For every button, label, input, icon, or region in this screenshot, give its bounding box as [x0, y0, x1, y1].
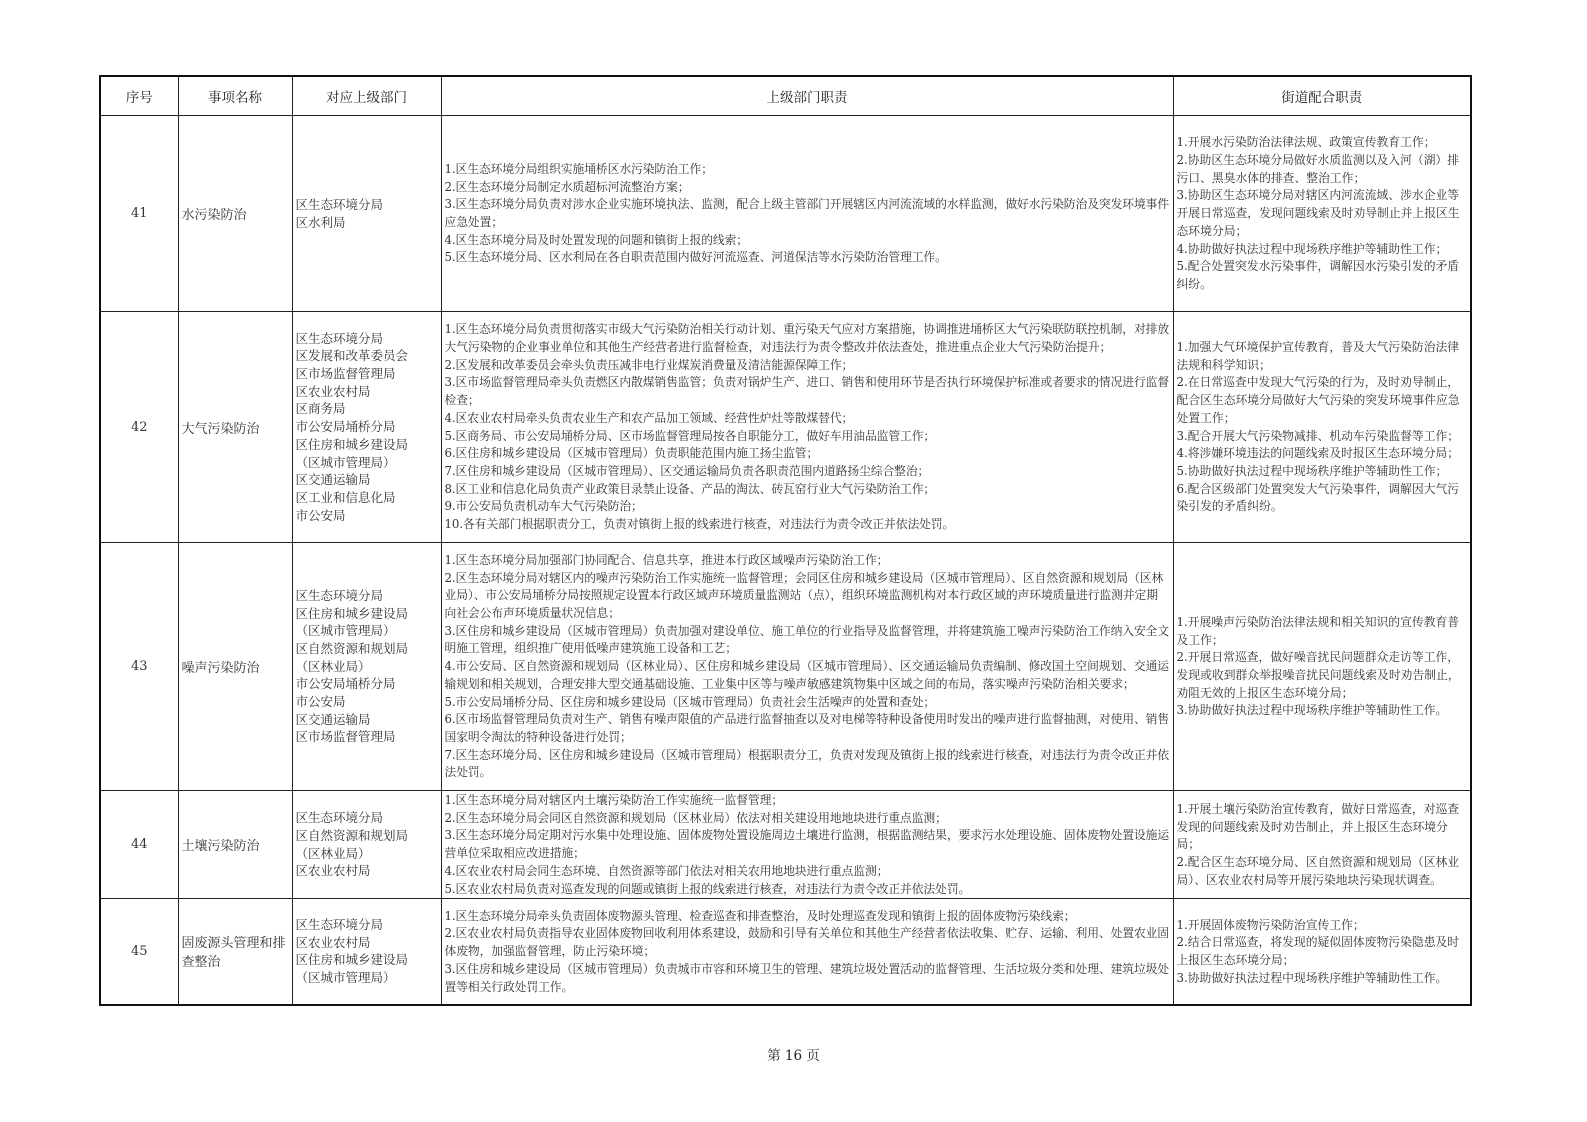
street-duties	[1173, 791, 1471, 899]
street-duty-item: 2.结合日常巡查，将发现的疑似固体废物污染隐患及时上报区生态环境分局；	[1176, 935, 1460, 967]
department-item: 区生态环境分局	[295, 587, 384, 603]
department-item: 区自然资源和规划局	[295, 640, 409, 656]
street-duty-item: 2.在日常巡查中发现大气污染的行为，及时劝导制止，配合区生态环境分局做好大气污染的突发环境事件应急处置工作；	[1176, 375, 1460, 425]
duty-item: 5.市公安局埇桥分局、区住房和城乡建设局（区城市管理局）负责社会生活噪声的处置和查处；	[444, 694, 936, 709]
department-item: 市公安局埇桥分局	[295, 676, 396, 692]
street-duty-item: 3.协助区生态环境分局对辖区内河流流域、涉水企业等开展日常巡查，发现问题线索及时劝导制止并上报区生态环境分局；	[1176, 188, 1460, 238]
department-list	[292, 791, 441, 899]
department-item: 市公安局	[295, 507, 346, 523]
duty-item: 1.区生态环境分局负责贯彻落实市级大气污染防治相关行动计划、重污染天气应对方案措施，协调推进埇桥区大气污染联防联控机制，对排放大气污染物的企业事业单位和其他生产经营者进行监督检查，对违法行为责令整改并依法查处，推进重点企业大气污染防治提升；	[444, 322, 1170, 354]
department-item: 区发展和改革委员会	[295, 348, 409, 364]
street-duties	[1173, 116, 1471, 312]
department-list	[292, 899, 441, 1005]
department-item: （区林业局）	[295, 658, 371, 674]
header-name: 事项名称	[178, 76, 292, 116]
duty-item: 10.各有关部门根据职责分工，负责对镇街上报的线索进行核查，对违法行为责令改正并依法处罚。	[444, 517, 955, 532]
duty-item: 4.市公安局、区自然资源和规划局（区林业局）、区住房和城乡建设局（区城市管理局）、区交通运输局负责编制、修改国土空间规划、交通运输规划和相关规划，合理安排大型交通基础设施、工业集中区等与噪声敏感建筑物集中区域之间的布局，落实噪声污染防治相关要求；	[444, 659, 1169, 691]
duty-item: 2.区生态环境分局会同区自然资源和规划局（区林业局）依法对相关建设用地地块进行重点监测；	[444, 810, 947, 825]
row-number: 42	[100, 312, 178, 543]
duty-item: 1.区生态环境分局加强部门协同配合、信息共享，推进本行政区域噪声污染防治工作；	[444, 552, 889, 567]
duty-item: 3.区生态环境分局负责对涉水企业实施环境执法、监测，配合上级主管部门开展辖区内河流流域的水样监测，做好水污染防治及突发环境事件应急处置；	[444, 197, 1170, 229]
department-item: 区住房和城乡建设局	[295, 605, 409, 621]
department-item: （区林业局）	[295, 845, 371, 861]
item-name: 水污染防治	[178, 116, 292, 312]
superior-duties	[441, 312, 1173, 543]
department-item: 区工业和信息化局	[295, 489, 396, 505]
superior-duties	[441, 899, 1173, 1005]
table-row	[100, 116, 1471, 312]
duty-item: 4.区农业农村局牵头负责农业生产和农产品加工领域、经营性炉灶等散煤替代；	[444, 410, 854, 425]
row-number: 43	[100, 543, 178, 791]
department-item: 区生态环境分局	[295, 917, 384, 933]
street-duties	[1173, 543, 1471, 791]
department-item: 区水利局	[295, 214, 346, 230]
duty-item: 9.市公安局负责机动车大气污染防治；	[444, 499, 643, 514]
duty-table	[99, 75, 1472, 1006]
department-item: 区住房和城乡建设局	[295, 952, 409, 968]
duty-item: 5.区商务局、市公安局埇桥分局、区市场监督管理局按各自职能分工，做好车用油品监管工作；	[444, 428, 936, 443]
street-duty-item: 1.开展土壤污染防治宣传教育，做好日常巡查，对巡查发现的问题线索及时劝告制止，并上报区生态环境分局；	[1176, 801, 1460, 852]
duty-item: 1.区生态环境分局牵头负责固体废物源头管理、检查巡查和排查整治，及时处理巡查发现和镇街上报的固体废物污染线索；	[444, 908, 1076, 923]
duty-item: 4.区农业农村局会同生态环境、自然资源等部门依法对相关农用地地块进行重点监测；	[444, 863, 889, 878]
header-no: 序号	[100, 76, 178, 116]
superior-duties	[441, 116, 1173, 312]
street-duty-item: 2.配合区生态环境分局、区自然资源和规划局（区林业局）、区农业农村局等开展污染地块污染现状调查。	[1176, 854, 1460, 887]
item-name: 固废源头管理和排查整治	[178, 899, 292, 1005]
duty-item: 2.区农业农村局负责指导农业固体废物回收利用体系建设，鼓励和引导有关单位和其他生产经营者依法收集、贮存、运输、利用、处置农业固体废物，加强监督管理，防止污染环境；	[444, 926, 1170, 959]
superior-duties	[441, 791, 1173, 899]
department-list	[292, 312, 441, 543]
department-item: 区农业农村局	[295, 863, 371, 879]
header-dept: 对应上级部门	[292, 76, 441, 116]
department-item: 区生态环境分局	[295, 330, 384, 346]
table-row	[100, 312, 1471, 543]
department-item: 区自然资源和规划局	[295, 827, 409, 843]
table-row	[100, 543, 1471, 791]
header-duty: 上级部门职责	[441, 76, 1173, 116]
duty-item: 6.区市场监督管理局负责对生产、销售有噪声限值的产品进行监督抽查以及对电梯等特种设备使用时发出的噪声进行监督抽测，对使用、销售国家明令淘汰的特种设备进行处罚；	[444, 712, 1170, 744]
table-row	[100, 791, 1471, 899]
department-item: 区农业农村局	[295, 383, 371, 399]
department-list	[292, 543, 441, 791]
item-name: 大气污染防治	[178, 312, 292, 543]
duty-item: 1.区生态环境分局对辖区内土壤污染防治工作实施统一监督管理；	[444, 793, 784, 807]
department-item: 市公安局埇桥分局	[295, 419, 396, 435]
department-item: 市公安局	[295, 694, 346, 710]
duty-item: 7.区住房和城乡建设局（区城市管理局）、区交通运输局负责各职责范围内道路扬尘综合整治；	[444, 463, 930, 478]
department-item: 区交通运输局	[295, 472, 371, 488]
duty-item: 3.区住房和城乡建设局（区城市管理局）负责城市市容和环境卫生的管理、建筑垃圾处置活动的监督管理、生活垃圾分类和处理、建筑垃圾处置等相关行政处罚工作。	[444, 961, 1170, 994]
row-number: 45	[100, 899, 178, 1005]
table-row	[100, 899, 1471, 1005]
item-name: 土壤污染防治	[178, 791, 292, 899]
department-item: 区生态环境分局	[295, 196, 384, 212]
street-duty-item: 3.配合开展大气污染物减排、机动车污染监督等工作；	[1176, 428, 1460, 443]
duty-item: 7.区生态环境分局、区住房和城乡建设局（区城市管理局）根据职责分工，负责对发现及镇街上报的线索进行核查，对违法行为责令改正并依法处罚。	[444, 747, 1170, 780]
duty-item: 3.区住房和城乡建设局（区城市管理局）负责加强对建设单位、施工单位的行业指导及监督管理，并将建筑施工噪声污染防治工作纳入安全文明施工管理，组织推广使用低噪声建筑施工设备和工艺；	[444, 623, 1170, 656]
street-duty-item: 2.协助区生态环境分局做好水质监测以及入河（湖）排污口、黑臭水体的排查、整治工作；	[1176, 153, 1460, 185]
department-item: 区住房和城乡建设局	[295, 436, 409, 452]
header-street: 街道配合职责	[1173, 76, 1471, 116]
item-name: 噪声污染防治	[178, 543, 292, 791]
street-duty-item: 4.协助做好执法过程中现场秩序维护等辅助性工作；	[1176, 241, 1448, 256]
row-number: 44	[100, 791, 178, 899]
table-body	[100, 116, 1471, 1005]
street-duty-item: 5.配合处置突发水污染事件，调解因水污染引发的矛盾纠纷。	[1176, 259, 1460, 291]
department-item: （区城市管理局）	[295, 454, 396, 470]
street-duty-item: 2.开展日常巡查，做好噪音扰民问题群众走访等工作，发现或收到群众举报噪音扰民问题线索及时劝告制止，劝阻无效的上报区生态环境分局；	[1176, 650, 1460, 700]
street-duty-item: 1.开展水污染防治法律法规、政策宣传教育工作；	[1176, 135, 1436, 150]
table-header-row	[100, 76, 1471, 116]
duty-item: 1.区生态环境分局组织实施埇桥区水污染防治工作；	[444, 161, 713, 176]
superior-duties	[441, 543, 1173, 791]
duty-item: 3.区市场监督管理局牵头负责燃区内散煤销售监管；负责对锅炉生产、进口、销售和使用环节是否执行环境保护标准或者要求的情况进行监督检查；	[444, 375, 1170, 408]
department-item: 区交通运输局	[295, 711, 371, 727]
street-duty-item: 3.协助做好执法过程中现场秩序维护等辅助性工作。	[1176, 970, 1448, 985]
department-item: 区市场监督管理局	[295, 366, 396, 382]
department-item: 区市场监督管理局	[295, 729, 396, 745]
department-item: （区城市管理局）	[295, 970, 396, 986]
street-duty-item: 3.协助做好执法过程中现场秩序维护等辅助性工作。	[1176, 703, 1448, 718]
street-duty-item: 1.加强大气环境保护宣传教育，普及大气污染防治法律法规和科学知识；	[1176, 339, 1460, 372]
street-duty-item: 6.配合区级部门处置突发大气污染事件，调解因大气污染引发的矛盾纠纷。	[1176, 481, 1460, 514]
duty-item: 8.区工业和信息化局负责产业政策目录禁止设备、产品的淘汰、砖瓦窑行业大气污染防治工作；	[444, 481, 936, 496]
street-duties	[1173, 899, 1471, 1005]
row-number: 41	[100, 116, 178, 312]
street-duty-item: 1.开展固体废物污染防治宣传工作；	[1176, 917, 1365, 932]
department-list	[292, 116, 441, 312]
street-duty-item: 5.协助做好执法过程中现场秩序维护等辅助性工作；	[1176, 463, 1448, 478]
duty-item: 3.区生态环境分局定期对污水集中处理设施、固体废物处置设施周边土壤进行监测，根据监测结果，要求污水处理设施、固体废物处置设施运营单位采取相应改进措施；	[444, 828, 1170, 861]
street-duty-item: 1.开展噪声污染防治法律法规和相关知识的宣传教育普及工作；	[1176, 614, 1460, 647]
department-item: （区城市管理局）	[295, 623, 396, 639]
duty-item: 5.区农业农村局负责对巡查发现的问题或镇街上报的线索进行核查，对违法行为责令改正并依法处罚。	[444, 881, 971, 896]
department-item: 区商务局	[295, 401, 346, 417]
duty-item: 5.区生态环境分局、区水利局在各自职责范围内做好河流巡查、河道保洁等水污染防治管理工作。	[444, 250, 947, 265]
duty-item: 2.区生态环境分局对辖区内的噪声污染防治工作实施统一监督管理；会同区住房和城乡建设局（区城市管理局）、区自然资源和规划局（区林业局）、市公安局埇桥分局按照规定设置本行政区域声环境质量监测站（点），组织环境监测机构对本行政区域的声环境质量进行监测并定期向社会公布声环境质量状况信息；	[444, 570, 1164, 621]
duty-item: 6.区住房和城乡建设局（区城市管理局）负责职能范围内施工扬尘监管；	[444, 446, 819, 461]
department-item: 区农业农村局	[295, 934, 371, 950]
page-number: 第 16 页	[767, 1048, 820, 1064]
duty-item: 2.区生态环境分局制定水质超标河流整治方案；	[444, 179, 690, 194]
street-duty-item: 4.将涉嫌环境违法的问题线索及时报区生态环境分局；	[1176, 446, 1460, 461]
duty-item: 2.区发展和改革委员会牵头负责压减非电行业煤炭消费量及清洁能源保障工作；	[444, 357, 854, 372]
department-item: 区生态环境分局	[295, 810, 384, 826]
street-duties	[1173, 312, 1471, 543]
duty-item: 4.区生态环境分局及时处置发现的问题和镇街上报的线索；	[444, 232, 748, 247]
